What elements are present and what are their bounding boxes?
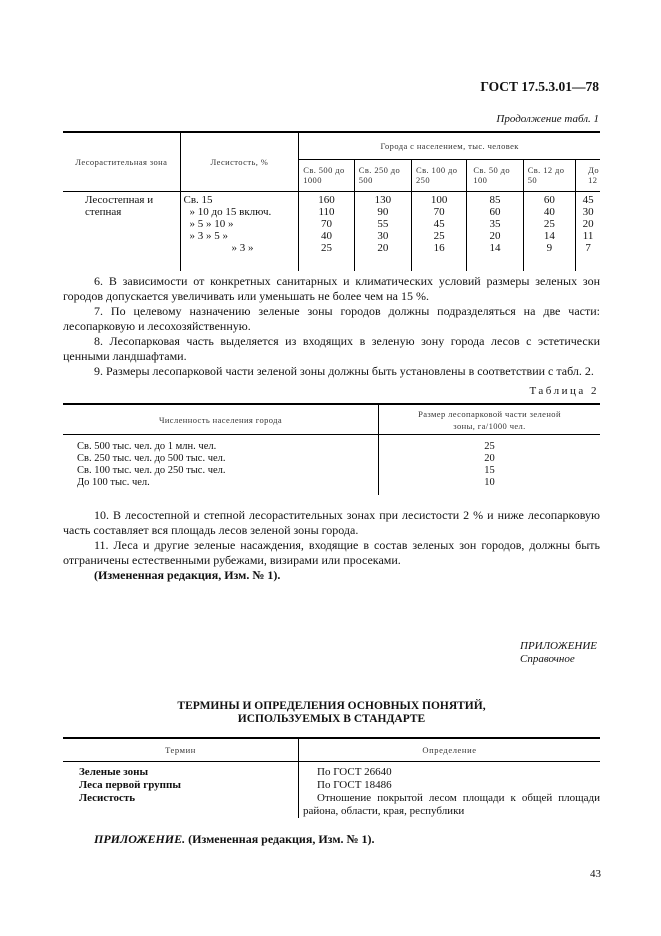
paragraph-8: 8. Лесопарковая часть выделяется из входящих в зеленую зону города лесов с эстетически ценными ландшафтами. bbox=[63, 334, 600, 363]
population-cell: Св. 500 тыс. чел. до 1 млн. чел. bbox=[77, 441, 217, 452]
value-cell: 14 bbox=[543, 229, 555, 242]
paragraph-7: 7. По целевому назначению зеленые зоны городов должны подразделяться на две части: лесопарковую и лесохозяйственную. bbox=[63, 304, 600, 333]
appendix-title-line: ИСПОЛЬЗУЕМЫХ В СТАНДАРТЕ bbox=[237, 713, 426, 725]
forest-cover-value: » 3 » bbox=[231, 241, 254, 254]
appendix-title bbox=[63, 700, 600, 726]
value-cell: 40 bbox=[321, 229, 333, 242]
page-number: 43 bbox=[590, 868, 601, 880]
subcol-header: До 12 bbox=[576, 159, 600, 191]
appendix-title-line: ТЕРМИНЫ И ОПРЕДЕЛЕНИЯ ОСНОВНЫХ ПОНЯТИЙ, bbox=[177, 700, 486, 712]
population-cell: До 100 тыс. чел. bbox=[77, 477, 150, 488]
value-cell: 90 bbox=[377, 205, 389, 218]
value-cell: 100 bbox=[430, 193, 448, 206]
value-cell: 60 bbox=[543, 193, 555, 206]
forest-cover-value: » 5 » 10 » bbox=[189, 217, 234, 230]
term-cell: Зеленые зоны bbox=[79, 766, 149, 778]
value-cell: 25 bbox=[321, 241, 333, 254]
col-header-population: Численность населения города bbox=[63, 404, 379, 435]
value-cell: 9 bbox=[546, 241, 553, 254]
col-header-definition: Определение bbox=[299, 738, 601, 762]
value-cell: 45 bbox=[433, 217, 445, 230]
value-cell: 110 bbox=[318, 205, 335, 218]
term-cell: Лесистость bbox=[79, 792, 136, 804]
col-header-park-size: Размер лесопарковой части зеленой зоны, га/1000 чел. bbox=[379, 404, 601, 435]
value-cell: 20 bbox=[489, 229, 501, 242]
subcol-header: Св. 500 до 1000 bbox=[299, 159, 355, 191]
terms-table bbox=[63, 737, 600, 818]
paragraph-11: 11. Леса и другие зеленые насаждения, входящие в состав зеленых зон городов, должны быть отграничены естественными рубежами, визирами или просеками. bbox=[63, 538, 600, 567]
subcol-header: Св. 250 до 500 bbox=[354, 159, 411, 191]
value-cell: 55 bbox=[377, 217, 389, 230]
value-cell: 30 bbox=[377, 229, 389, 242]
appendix-amendment-note bbox=[94, 832, 375, 847]
park-size-cell: 20 bbox=[484, 453, 495, 464]
paragraph-6: 6. В зависимости от конкретных санитарных и климатических условий размеры зеленых зон городов допускается увеличивать или уменьшать не более чем на 15 %. bbox=[63, 274, 600, 303]
value-cell: 35 bbox=[489, 217, 501, 230]
value-cell: 70 bbox=[433, 205, 445, 218]
amendment-note: (Измененная редакция, Изм. № 1). bbox=[94, 568, 281, 582]
col-header-forest-cover: Лесистость, % bbox=[180, 132, 299, 191]
value-cell: 45 bbox=[582, 193, 594, 206]
document-code: ГОСТ 17.5.3.01—78 bbox=[480, 79, 599, 94]
population-cell: Св. 100 тыс. чел. до 250 тыс. чел. bbox=[77, 465, 226, 476]
appendix-label: ПРИЛОЖЕНИЕ bbox=[520, 640, 597, 652]
term-cell: Леса первой группы bbox=[79, 779, 181, 791]
subcol-header: Св. 100 до 250 bbox=[412, 159, 467, 191]
forest-park-size-table bbox=[63, 403, 600, 495]
col-header-term: Термин bbox=[63, 738, 299, 762]
park-size-cell: 25 bbox=[484, 441, 495, 452]
population-cell: Св. 250 тыс. чел. до 500 тыс. чел. bbox=[77, 453, 226, 464]
appendix-amendment-rest: (Измененная редакция, Изм. № 1). bbox=[188, 832, 375, 846]
value-cell: 40 bbox=[543, 205, 555, 218]
park-size-cell: 10 bbox=[484, 477, 495, 488]
subcol-header: Св. 12 до 50 bbox=[523, 159, 575, 191]
forest-cover-value: » 10 до 15 включ. bbox=[189, 205, 272, 218]
col-header-zone: Лесорастительная зона bbox=[63, 132, 180, 191]
value-cell: 20 bbox=[582, 217, 594, 230]
appendix-type: Справочное bbox=[520, 653, 575, 665]
value-cell: 60 bbox=[489, 205, 501, 218]
value-cell: 14 bbox=[489, 241, 501, 254]
value-cell: 11 bbox=[582, 229, 594, 242]
definition-cell: По ГОСТ 26640 bbox=[317, 766, 392, 778]
paragraph-10: 10. В лесостепной и степной лесорастительных зонах при лесистости 2 % и ниже лесопарковую часть составляет вся площадь лесов зеленой зоны города. bbox=[63, 508, 600, 537]
table-2-label: Таблица 2 bbox=[529, 385, 599, 397]
value-cell: 16 bbox=[433, 241, 445, 254]
value-cell: 25 bbox=[543, 217, 555, 230]
value-cell: 7 bbox=[585, 241, 591, 254]
value-cell: 30 bbox=[582, 205, 594, 218]
paragraph-9: 9. Размеры лесопарковой части зеленой зоны должны быть установлены в соответствии с табл. 2. bbox=[94, 364, 594, 378]
definition-cell: Отношение покрытой лесом площади к общей площади района, области, края, республики bbox=[303, 792, 600, 817]
forest-cover-value: » 3 » 5 » bbox=[189, 229, 229, 242]
appendix-amendment-italic: ПРИЛОЖЕНИЕ. bbox=[94, 832, 186, 846]
value-cell: 85 bbox=[489, 193, 501, 206]
forest-cover-value: Св. 15 bbox=[183, 193, 213, 206]
appendix-label-block bbox=[520, 640, 597, 666]
zone-cell: Лесостепная и степная bbox=[63, 191, 180, 271]
table-continuation-label: Продолжение табл. 1 bbox=[496, 113, 599, 125]
value-cell: 160 bbox=[318, 193, 335, 206]
value-cell: 70 bbox=[321, 217, 333, 230]
subcol-header: Св. 50 до 100 bbox=[467, 159, 523, 191]
paragraphs-10-11 bbox=[63, 508, 600, 583]
definition-cell: По ГОСТ 18486 bbox=[317, 779, 392, 791]
park-size-cell: 15 bbox=[484, 465, 495, 476]
paragraphs-6-9 bbox=[63, 274, 600, 379]
forest-cover-table bbox=[63, 131, 600, 271]
value-cell: 25 bbox=[433, 229, 445, 242]
col-header-city-population: Города с населением, тыс. человек bbox=[299, 132, 600, 159]
value-cell: 20 bbox=[377, 241, 389, 254]
value-cell: 130 bbox=[374, 193, 392, 206]
